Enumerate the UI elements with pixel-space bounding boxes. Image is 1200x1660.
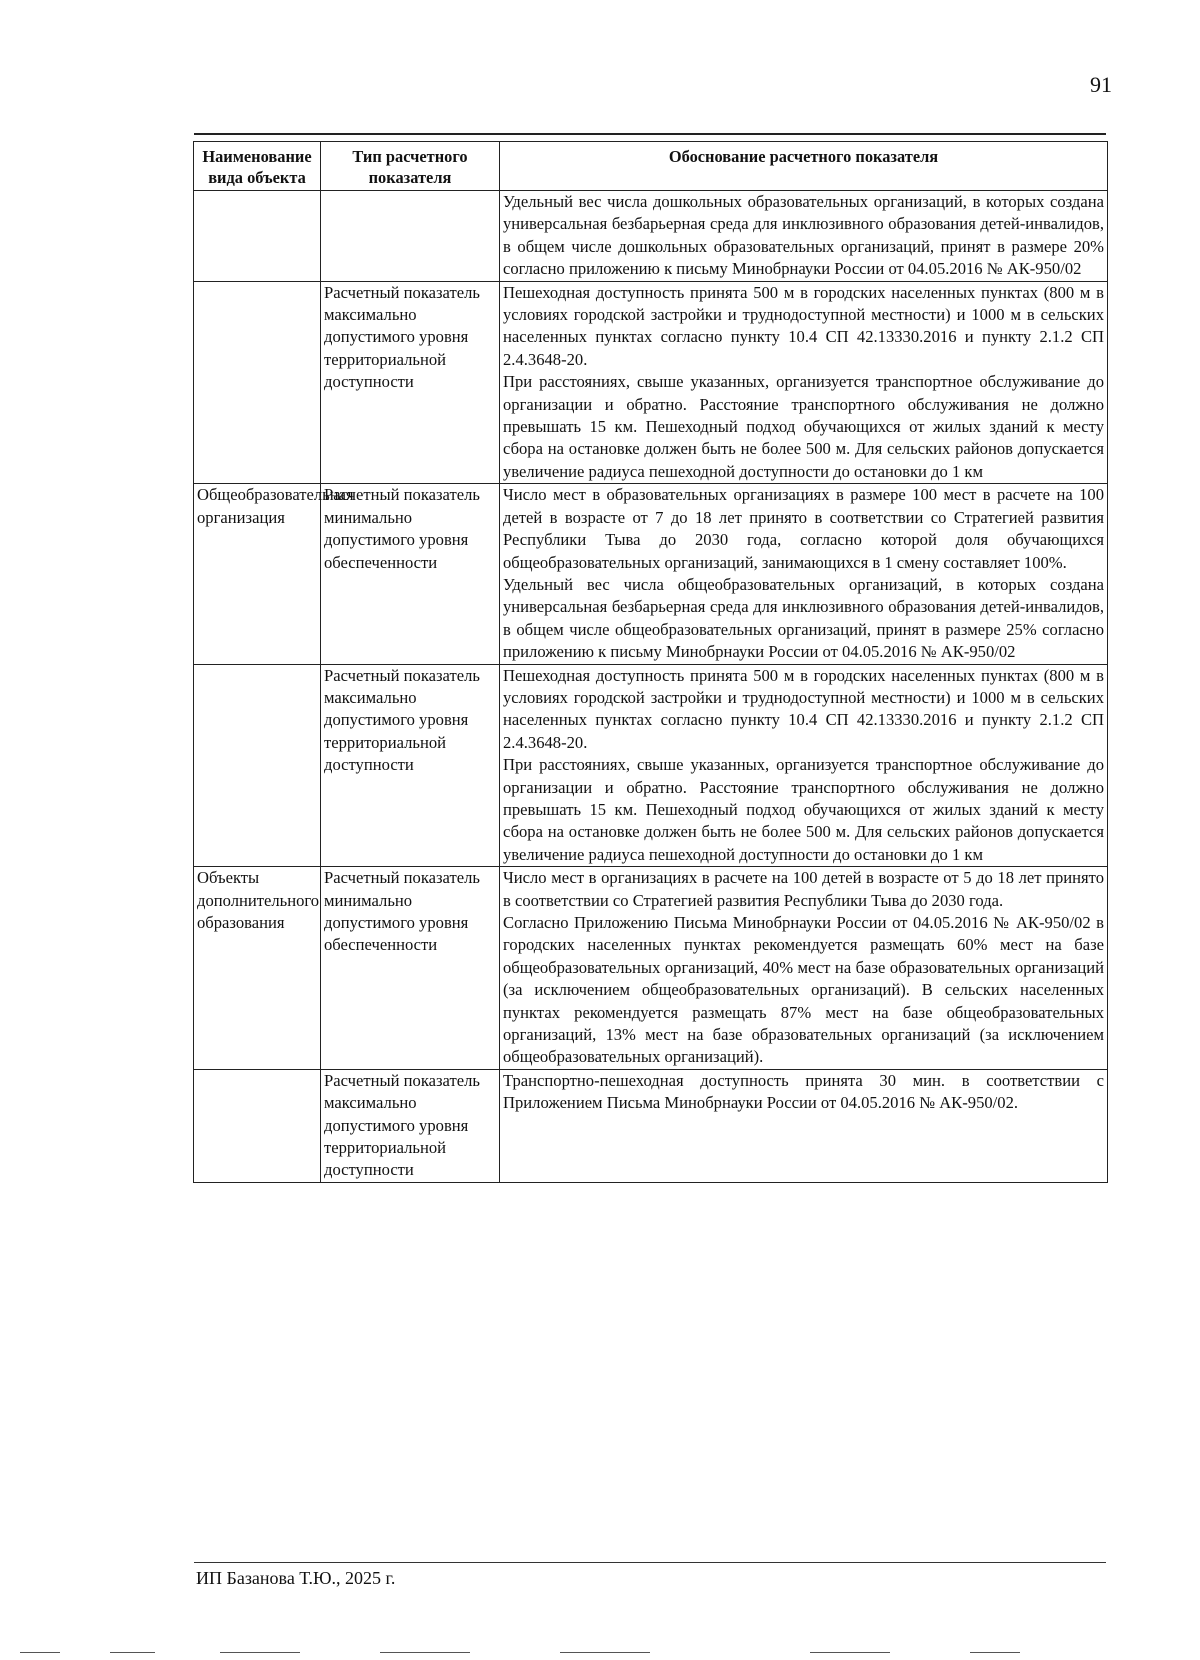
scan-artifact xyxy=(20,1652,60,1653)
cell-justification xyxy=(500,484,1108,664)
scan-artifact xyxy=(110,1652,155,1653)
cell-object: Объекты дополнительного образования xyxy=(194,867,321,1070)
table-row xyxy=(194,484,1108,664)
cell-object: Общеобразовательная организация xyxy=(194,484,321,664)
justification-paragraph: Число мест в организациях в расчете на 100 детей в возрасте от 5 до 18 лет принято в соответствии со Стратегией развития Республики Тыва до 2030 года. xyxy=(503,868,1104,910)
justification-paragraph: Удельный вес числа общеобразовательных организаций, в которых создана универсальная безбарьерная среда для инклюзивного образования детей-инвалидов, в общем числе общеобразовательных организаций, принят в размере 25% согласно приложению к письму Минобрнауки России от 04.05.2016 № АК-950/02 xyxy=(503,574,1104,662)
scan-artifact xyxy=(810,1652,890,1653)
justification-paragraph: При расстояниях, свыше указанных, организуется транспортное обслуживание до организации и обратно. Расстояние транспортного обслуживания не должно превышать 15 км. Пешеходный подход обучающихся от жилых зданий к месту сбора на остановке должен быть не более 500 м. Для сельских районов допускается увеличение радиуса пешеходной доступности до остановки до 1 км xyxy=(503,372,1104,481)
table-row xyxy=(194,867,1108,1070)
justification-paragraph: При расстояниях, свыше указанных, организуется транспортное обслуживание до организации и обратно. Расстояние транспортного обслуживания не должно превышать 15 км. Пешеходный подход обучающихся от жилых зданий к месту сбора на остановке должен быть не более 500 м. Для сельских районов допускается увеличение радиуса пешеходной доступности до остановки до 1 км xyxy=(503,755,1104,864)
cell-type: Расчетный показатель максимально допустимого уровня территориальной доступности xyxy=(321,281,500,484)
cell-justification xyxy=(500,191,1108,282)
cell-object xyxy=(194,191,321,282)
cell-type: Расчетный показатель минимально допустимого уровня обеспеченности xyxy=(321,484,500,664)
scan-artifact xyxy=(220,1652,300,1653)
table-row xyxy=(194,664,1108,867)
header-indicator-type: Тип расчетного показателя xyxy=(321,142,500,191)
table-row xyxy=(194,1069,1108,1182)
header-justification: Обоснование расчетного показателя xyxy=(500,142,1108,191)
cell-object xyxy=(194,664,321,867)
cell-type: Расчетный показатель минимально допустимого уровня обеспеченности xyxy=(321,867,500,1070)
cell-justification xyxy=(500,1069,1108,1182)
justification-paragraph: Число мест в образовательных организациях в размере 100 мест в расчете на 100 детей в возрасте от 7 до 18 лет принято в соответствии со Стратегией развития Республики Тыва до 2030 года, согласно которой доля обучающихся общеобразовательных организаций, занимающихся в 1 смену составляет 100%. xyxy=(503,485,1104,572)
top-rule xyxy=(194,133,1106,135)
cell-object xyxy=(194,1069,321,1182)
scan-artifact xyxy=(560,1652,650,1653)
cell-justification xyxy=(500,867,1108,1070)
justification-paragraph: Транспортно-пешеходная доступность принята 30 мин. в соответствии с Приложением Письма Минобрнауки России от 04.05.2016 № АК-950/02. xyxy=(503,1070,1104,1113)
scan-artifact xyxy=(380,1652,470,1653)
cell-type: Расчетный показатель максимально допустимого уровня территориальной доступности xyxy=(321,664,500,867)
justification-paragraph: Удельный вес числа дошкольных образовательных организаций, в которых создана универсальная безбарьерная среда для инклюзивного образования детей-инвалидов, в общем числе дошкольных образовательных организаций, принят в размере 20% согласно приложению к письму Минобрнауки России от 04.05.2016 № АК-950/02 xyxy=(503,192,1104,279)
table-header-row xyxy=(194,142,1108,191)
justification-paragraph: Согласно Приложению Письма Минобрнауки России от 04.05.2016 № АК-950/02 в городских населенных пунктах рекомендуется размещать 60% мест на базе общеобразовательных организаций, 40% мест на базе образовательных организаций (за исключением общеобразовательных организаций). В сельских населенных пунктах рекомендуется размещать 87% мест на базе общеобразовательных организаций, 13% мест на базе образовательных организаций (за исключением общеобразовательных организаций). xyxy=(503,913,1104,1067)
header-object-name: Наименование вида объекта xyxy=(194,142,321,191)
footer-rule xyxy=(194,1562,1106,1563)
page-number: 91 xyxy=(1090,72,1112,97)
cell-type xyxy=(321,191,500,282)
scan-artifact xyxy=(970,1652,1020,1653)
table-row xyxy=(194,281,1108,484)
indicators-table xyxy=(193,141,1108,1183)
justification-paragraph: Пешеходная доступность принята 500 м в городских населенных пунктах (800 м в условиях городской застройки и труднодоступной местности) и 1000 м в сельских населенных пунктах согласно пункту 10.4 СП 42.13330.2016 и пункту 2.1.2 СП 2.4.3648-20. xyxy=(503,665,1104,752)
cell-justification xyxy=(500,281,1108,484)
cell-type: Расчетный показатель максимально допустимого уровня территориальной доступности xyxy=(321,1069,500,1182)
footer-author: ИП Базанова Т.Ю., 2025 г. xyxy=(196,1568,396,1588)
justification-paragraph: Пешеходная доступность принята 500 м в городских населенных пунктах (800 м в условиях городской застройки и труднодоступной местности) и 1000 м в сельских населенных пунктах согласно пункту 10.4 СП 42.13330.2016 и пункту 2.1.2 СП 2.4.3648-20. xyxy=(503,282,1104,369)
table-row xyxy=(194,191,1108,282)
cell-object xyxy=(194,281,321,484)
cell-justification xyxy=(500,664,1108,867)
